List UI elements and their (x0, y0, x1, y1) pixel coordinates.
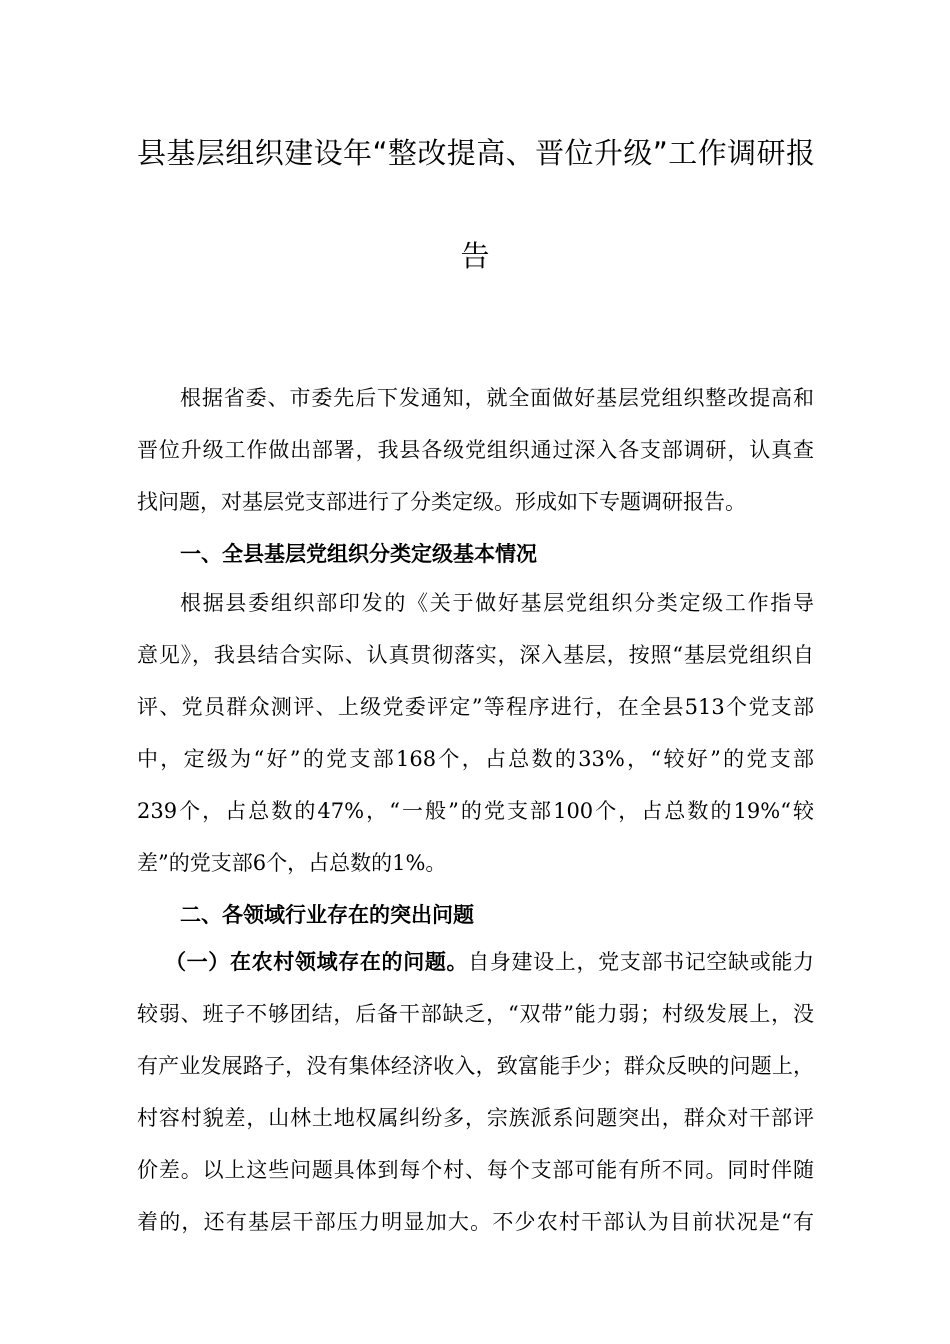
section-heading: 二、各领域行业存在的突出问题 (180, 902, 474, 927)
intro-line: 晋位升级工作做出部署，我县各级党组织通过深入各支部调研，认真查 (137, 438, 814, 462)
paragraph-line: 着的，还有基层干部压力明显加大。不少农村干部认为目前状况是“有 (137, 1210, 814, 1234)
paragraph-line: 根据县委组织部印发的《关于做好基层党组织分类定级工作指导 (180, 591, 814, 615)
paragraph-text: 自身建设上，党支部书记空缺或能力 (468, 950, 814, 974)
paragraph-line: 239个，占总数的47%，“一般”的党支部100个，占总数的19%“较 (137, 799, 814, 823)
paragraph-line: 评、党员群众测评、上级党委评定”等程序进行，在全县513个党支部 (137, 695, 814, 719)
document-body (137, 378, 814, 1254)
paragraph-line: 差”的党支部6个，占总数的1%。 (137, 851, 447, 875)
subsection-heading: （一）在农村领域存在的问题。 (165, 949, 469, 974)
paragraph-line: 意见》，我县结合实际、认真贯彻落实，深入基层，按照“基层党组织自 (137, 643, 814, 667)
document-title-continued: 告 (460, 239, 490, 273)
paragraph-line: 村容村貌差，山林土地权属纠纷多，宗族派系问题突出，群众对干部评 (137, 1106, 814, 1130)
paragraph-line: 较弱、班子不够团结，后备干部缺乏，“双带”能力弱；村级发展上，没 (137, 1002, 814, 1026)
paragraph-line: 中，定级为“好”的党支部168个，占总数的33%，“较好”的党支部 (137, 747, 814, 771)
section-heading: 一、全县基层党组织分类定级基本情况 (180, 541, 537, 566)
intro-line: 找问题，对基层党支部进行了分类定级。形成如下专题调研报告。 (137, 490, 746, 514)
paragraph-line: 有产业发展路子，没有集体经济收入，致富能手少；群众反映的问题上， (137, 1054, 814, 1078)
paragraph-line: 价差。以上这些问题具体到每个村、每个支部可能有所不同。同时伴随 (137, 1158, 814, 1182)
intro-line: 根据省委、市委先后下发通知，就全面做好基层党组织整改提高和 (180, 386, 814, 410)
document-title: 县基层组织建设年“整改提高、晋位升级”工作调研报 (137, 136, 815, 170)
paragraph-line (137, 942, 814, 994)
